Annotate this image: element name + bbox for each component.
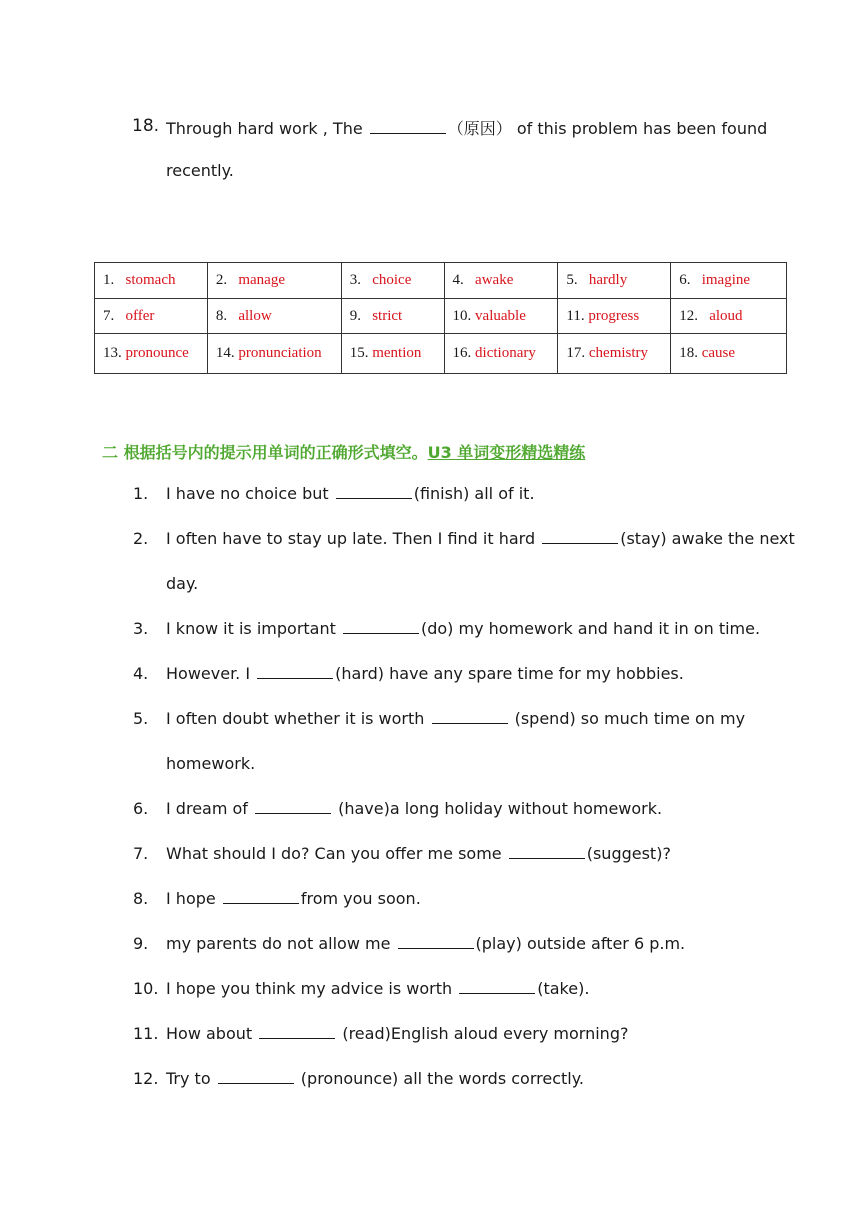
table-cell — [95, 263, 208, 299]
table-cell — [671, 263, 787, 299]
exercise-text-after: (take). — [537, 979, 590, 998]
section-title-link[interactable]: U3 单词变形精选精练 — [427, 443, 586, 462]
answer-word: pronunciation — [238, 345, 322, 361]
exercise-text-before: What should I do? Can you offer me some — [166, 844, 507, 863]
question-text: Through hard work , The — [166, 119, 363, 138]
answer-number: 14. — [215, 345, 235, 361]
answer-number: 7. — [103, 307, 115, 324]
answer-word: imagine — [701, 272, 751, 288]
answer-blank[interactable] — [459, 979, 535, 994]
question-line-1 — [166, 116, 767, 139]
answer-number: 4. — [452, 272, 464, 288]
exercise-text-after: (spend) so much time on my — [509, 709, 746, 728]
exercise-text-before: I dream of — [166, 799, 254, 818]
answer-blank[interactable] — [255, 799, 331, 814]
hint-text: （原因） — [447, 119, 512, 138]
answer-word: offer — [125, 307, 155, 324]
exercise-number: 6. — [133, 799, 149, 818]
answer-number: 1. — [103, 272, 115, 288]
section-title-text: 二 根据括号内的提示用单词的正确形式填空。 — [102, 443, 428, 462]
answer-word: choice — [372, 272, 412, 288]
exercise-text — [166, 799, 662, 818]
answer-blank[interactable] — [370, 119, 446, 134]
exercise-number: 10. — [133, 979, 159, 998]
answer-word: hardly — [588, 272, 628, 288]
table-cell — [207, 299, 341, 334]
exercise-text — [166, 709, 745, 728]
exercise-number: 11. — [133, 1024, 159, 1043]
exercise-text-after: (pronounce) all the words correctly. — [295, 1069, 584, 1088]
answer-word: chemistry — [588, 345, 649, 361]
table-cell — [558, 299, 671, 334]
exercise-text-continued: day. — [166, 574, 199, 593]
exercise-text-before: I hope — [166, 889, 221, 908]
answer-blank[interactable] — [223, 889, 299, 904]
exercise-text-before: However. I — [166, 664, 256, 683]
answer-key-table — [94, 262, 787, 374]
exercise-text-after: (have)a long holiday without homework. — [333, 799, 663, 818]
answer-number: 11. — [566, 307, 585, 324]
question-text: of this problem has been found — [516, 119, 768, 138]
exercise-text — [166, 889, 421, 908]
answer-number: 2. — [215, 272, 228, 288]
answer-number: 13. — [103, 345, 122, 361]
answer-blank[interactable] — [509, 844, 585, 859]
answer-word: valuable — [475, 307, 526, 324]
answer-blank[interactable] — [218, 1069, 294, 1084]
exercise-number: 12. — [133, 1069, 159, 1088]
answer-blank[interactable] — [259, 1024, 335, 1039]
exercise-text-before: How about — [166, 1024, 258, 1043]
answer-number: 8. — [215, 307, 228, 324]
exercise-text — [166, 619, 760, 638]
table-cell — [341, 263, 444, 299]
exercise-text-after: (hard) have any spare time for my hobbies. — [335, 664, 684, 683]
answer-number: 9. — [349, 307, 361, 324]
exercise-text-before: I often doubt whether it is worth — [166, 709, 430, 728]
answer-word: aloud — [709, 307, 743, 324]
answer-blank[interactable] — [432, 709, 508, 724]
question-line-2: recently. — [166, 161, 234, 180]
table-cell — [95, 334, 208, 374]
answer-word: progress — [588, 307, 640, 324]
answer-word: mention — [372, 345, 422, 361]
answer-blank[interactable] — [336, 484, 412, 499]
table-row — [95, 299, 787, 334]
exercise-text-after: (stay) awake the next — [620, 529, 795, 548]
answer-word: stomach — [125, 272, 176, 288]
exercise-text-before: I hope you think my advice is worth — [166, 979, 458, 998]
exercise-text-after: (finish) all of it. — [413, 484, 535, 503]
exercise-number: 8. — [133, 889, 149, 908]
table-row — [95, 334, 787, 374]
exercise-text — [166, 1024, 628, 1043]
table-cell — [671, 299, 787, 334]
exercise-number: 3. — [133, 619, 149, 638]
section-title — [102, 440, 585, 463]
exercise-number: 9. — [133, 934, 149, 953]
table-cell — [444, 299, 558, 334]
exercise-text — [166, 844, 671, 863]
table-cell — [207, 263, 341, 299]
exercise-text-before: I often have to stay up late. Then I find it hard — [166, 529, 541, 548]
answer-number: 3. — [349, 272, 361, 288]
exercise-text-after: (do) my homework and hand it in on time. — [420, 619, 761, 638]
answer-number: 6. — [679, 272, 691, 288]
answer-number: 16. — [452, 345, 472, 361]
exercise-text — [166, 484, 535, 503]
table-cell — [444, 263, 558, 299]
exercise-number: 2. — [133, 529, 149, 548]
exercise-number: 1. — [133, 484, 149, 503]
table-cell — [444, 334, 558, 374]
table-cell — [558, 263, 671, 299]
table-cell — [558, 334, 671, 374]
answer-blank[interactable] — [343, 619, 419, 634]
exercise-text-after: (play) outside after 6 p.m. — [475, 934, 686, 953]
answer-word: strict — [372, 307, 403, 324]
answer-number: 15. — [349, 345, 369, 361]
exercise-text-continued: homework. — [166, 754, 256, 773]
answer-number: 12. — [679, 307, 698, 324]
answer-word: awake — [475, 272, 514, 288]
exercise-text-after: (read)English aloud every morning? — [337, 1024, 629, 1043]
answer-word: manage — [238, 272, 285, 288]
exercise-number: 7. — [133, 844, 149, 863]
answer-word: dictionary — [475, 345, 536, 361]
answer-word: cause — [701, 345, 736, 361]
exercise-text — [166, 529, 795, 548]
question-number: 18. — [132, 116, 160, 136]
exercise-text-after: (suggest)? — [586, 844, 671, 863]
exercise-text-before: I know it is important — [166, 619, 341, 638]
table-cell — [341, 299, 444, 334]
exercise-text — [166, 664, 684, 683]
answer-blank[interactable] — [542, 529, 618, 544]
exercise-text — [166, 979, 589, 998]
answer-word: pronounce — [125, 345, 189, 361]
exercise-text — [166, 934, 685, 953]
exercise-text-before: my parents do not allow me — [166, 934, 396, 953]
exercise-text-after: from you soon. — [300, 889, 421, 908]
answer-number: 18. — [679, 345, 698, 361]
answer-number: 17. — [566, 345, 586, 361]
table-cell — [671, 334, 787, 374]
answer-number: 10. — [452, 307, 472, 324]
answer-blank[interactable] — [257, 664, 333, 679]
answer-number: 5. — [566, 272, 578, 288]
exercise-text-before: Try to — [166, 1069, 216, 1088]
table-cell — [207, 334, 341, 374]
answer-word: allow — [238, 307, 272, 324]
table-cell — [341, 334, 444, 374]
exercise-text — [166, 1069, 584, 1088]
exercise-number: 4. — [133, 664, 149, 683]
answer-blank[interactable] — [398, 934, 474, 949]
table-row — [95, 263, 787, 299]
exercise-number: 5. — [133, 709, 149, 728]
exercise-text-before: I have no choice but — [166, 484, 334, 503]
table-cell — [95, 299, 208, 334]
